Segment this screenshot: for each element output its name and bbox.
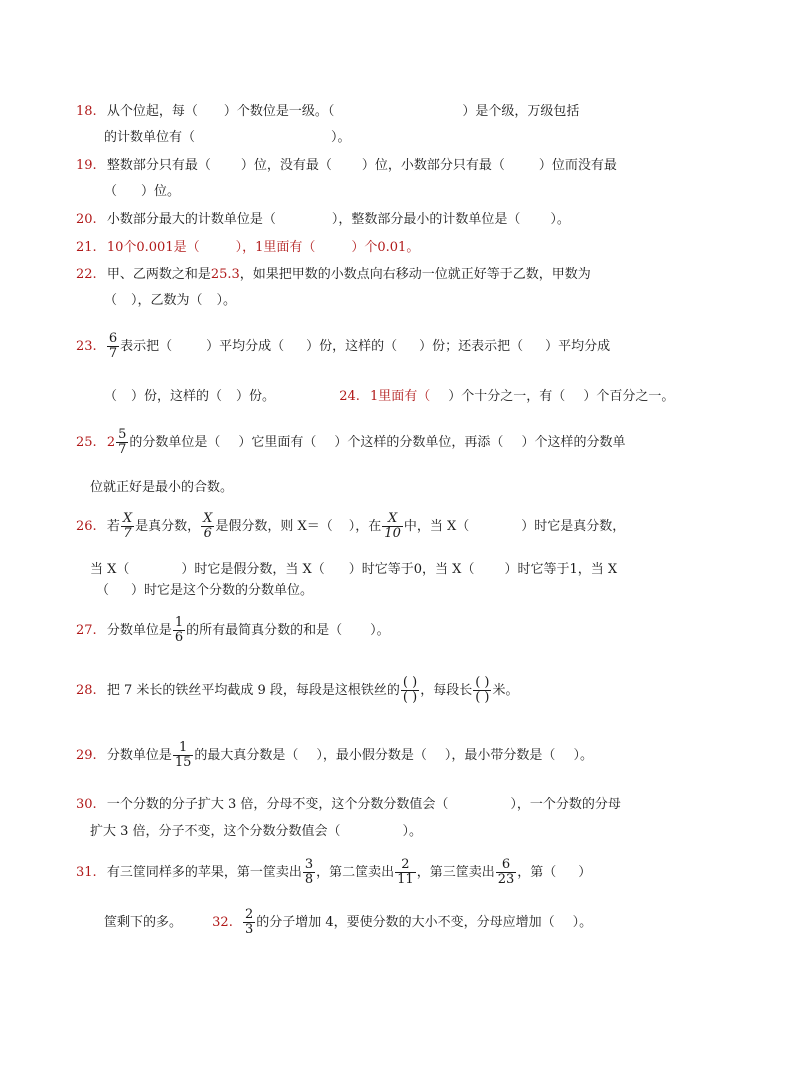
q22-number: 22.: [76, 267, 97, 282]
q30-line2: 扩大 3 倍，分子不变，这个分数分数值会（ ）。: [90, 824, 423, 839]
q23-line2: （ ）份，这样的（ ）份。 24. 1里面有（ ）个十分之一，有（ ）个百分之一。: [104, 389, 675, 404]
q18-number: 18.: [76, 104, 97, 119]
q26-fraction-2: $\frac{X}{6}$: [203, 511, 213, 541]
q25-fraction: $\frac{5}{7}$: [118, 427, 127, 457]
q26-line3: （ ）时它是这个分数的分数单位。: [96, 583, 314, 598]
q25-number: 25.: [76, 435, 97, 450]
q19-line1: 19. 整数部分只有最（ ）位，没有最（ ）位，小数部分只有最（ ）位而没有最: [76, 158, 617, 173]
q20-number: 20.: [76, 212, 97, 227]
q29-line: 29. 分数单位是 $\frac{1}{15}$ 的最大真分数是（ ），最小假分数是（ ），最小带分数是（ ）。: [76, 740, 593, 770]
q27-fraction: $\frac{1}{6}$: [174, 615, 184, 645]
q28-fraction-2: ( ) ( ): [475, 675, 490, 705]
q31-line1: 31. 有三筐同样多的苹果，第一筐卖出 $\frac{3}{8}$ ，第二筐卖出 $\frac{2}{11}$ ，第三筐卖出 $\frac{6}{23}$ ，第（ ）: [76, 857, 592, 887]
q18-line2: 的计数单位有（ ）。: [104, 130, 351, 145]
q30-line1: 30. 一个分数的分子扩大 3 倍，分母不变，这个分数分数值会（ ），一个分数的分母: [76, 797, 621, 812]
q27-line: 27. 分数单位是 $\frac{1}{6}$ 的所有最简真分数的和是（ ）。: [76, 615, 390, 645]
q21-line: 21. 10个0.001是（ ），1里面有（ ）个0.01。: [76, 240, 420, 255]
q23-line1: 23. $\frac{6}{7}$ 表示把（ ）平均分成（ ）份，这样的（ ）份；还表示把（ ）平均分成: [76, 331, 611, 361]
q23-fraction: $\frac{6}{7}$: [108, 331, 118, 361]
q26-fraction-1: $\frac{X}{7}$: [122, 511, 133, 541]
q20-line: 20. 小数部分最大的计数单位是（ ），整数部分最小的计数单位是（ ）。: [76, 212, 570, 227]
q25-line1: 25. 2 $\frac{5}{7}$ 的分数单位是（ ）它里面有（ ）个这样的分数单位，再添（ ）个这样的分数单: [76, 427, 626, 457]
q30-number: 30.: [76, 797, 97, 812]
q28-number: 28.: [76, 683, 97, 698]
q29-fraction: $\frac{1}{15}$: [174, 740, 192, 770]
q28-fraction-1: ( ) ( ): [402, 675, 418, 705]
q25-line2: 位就正好是最小的合数。: [90, 480, 234, 495]
q31-fraction-3: $\frac{6}{23}$: [497, 857, 515, 887]
q24-number: 24.: [339, 389, 360, 404]
q22-line1: 22. 甲、乙两数之和是25.3，如果把甲数的小数点向右移动一位就正好等于乙数，甲数为: [76, 267, 591, 282]
q21-number: 21.: [76, 240, 97, 255]
q29-number: 29.: [76, 748, 97, 763]
q26-line1: 26. 若 $\frac{X}{7}$ 是真分数， $\frac{X}{6}$ 是假分数，则 X＝（ ），在 $\frac{X}{10}$ 中，当 X（ ）时它是真分数，: [76, 511, 626, 541]
q31-fraction-1: $\frac{3}{8}$: [304, 857, 314, 887]
q32-number: 32.: [212, 915, 233, 930]
q27-number: 27.: [76, 623, 97, 638]
q26-number: 26.: [76, 519, 97, 534]
q23-number: 23.: [76, 339, 97, 354]
q31-fraction-2: $\frac{2}{11}$: [397, 857, 414, 887]
q28-line: 28. 把 7 米长的铁丝平均截成 9 段，每段是这根铁丝的 ( ) ( ) ，每段长 ( ) ( ) 米。: [76, 675, 519, 705]
q26-fraction-3: $\frac{X}{10}$: [384, 511, 401, 541]
q18-line1: 18. 从个位起，每（ ）个数位是一级。（ ）是个级，万级包括: [76, 104, 580, 119]
q31-line2: 筐剩下的多。 32. $\frac{2}{3}$ 的分子增加 4，要使分数的大小不变，分母应增加（ ）。: [104, 907, 593, 937]
q31-number: 31.: [76, 865, 97, 880]
q32-fraction: $\frac{2}{3}$: [244, 907, 254, 937]
q19-line2: （ ）位。: [104, 184, 181, 199]
q19-number: 19.: [76, 158, 97, 173]
q26-line2: 当 X（ ）时它是假分数，当 X（ ）时它等于0，当 X（ ）时它等于1，当 X: [90, 562, 618, 577]
q22-line2: （ ），乙数为（ ）。: [104, 293, 237, 308]
